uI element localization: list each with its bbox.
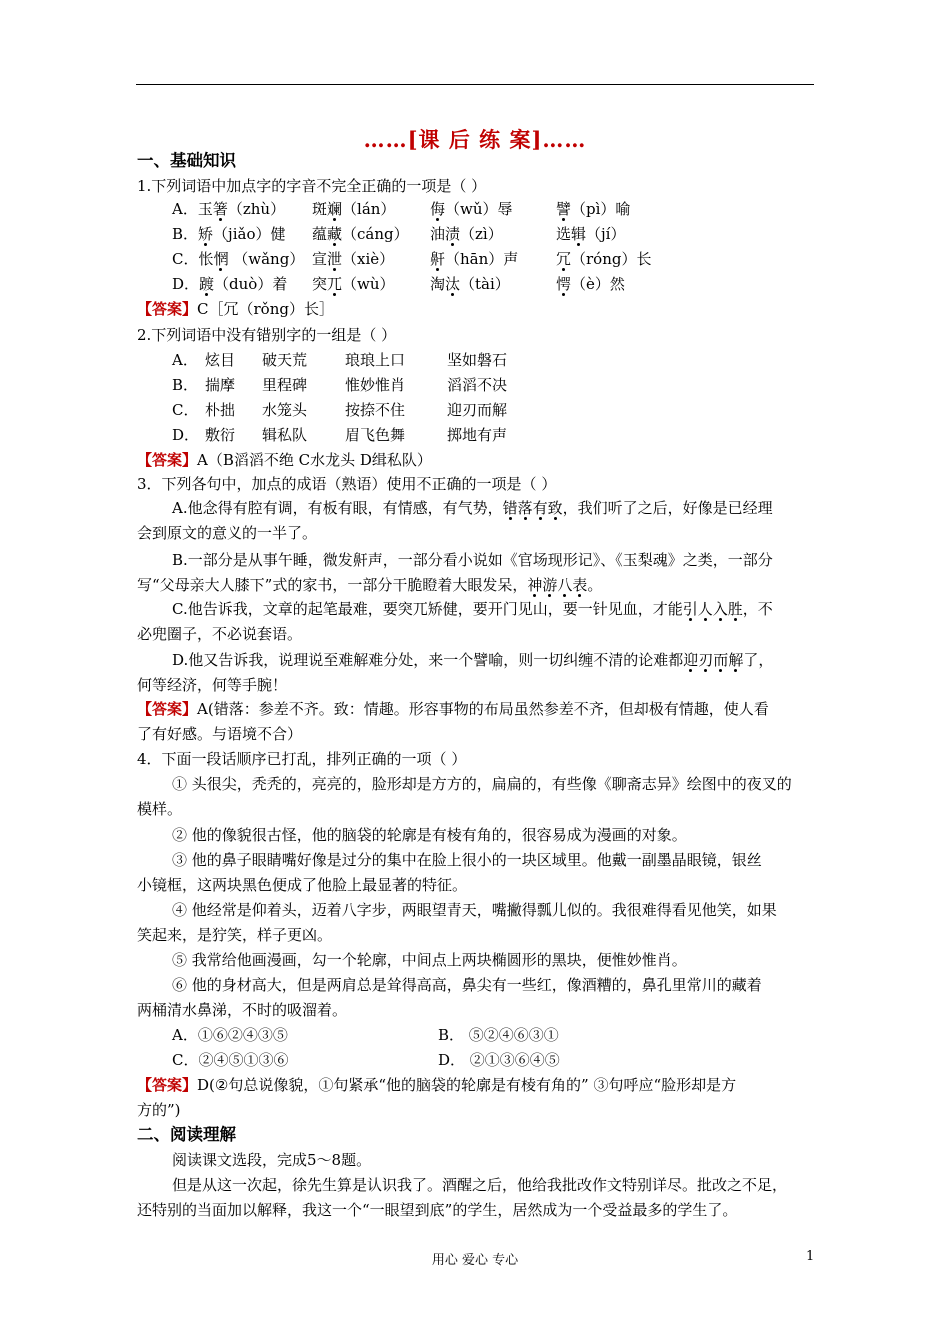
- q4-sentence-6: ⑥ 他的身材高大，但是两肩总是耸得高高，鼻尖有一些红，像酒糟的，鼻孔里常川的藏着: [172, 976, 762, 994]
- option-text: 斑: [312, 200, 328, 218]
- q4-sentence-1-cont: 模样。: [137, 800, 183, 818]
- reading-passage-line-2: 还特别的当面加以解释，我这一个“一眼望到底”的学生，居然成为一个受益最多的学生了。: [137, 1201, 738, 1219]
- answer-text: A(错落：参差不齐。致：情趣。形容事物的布局虽然参差不齐，但却极有情趣，使人看: [197, 700, 769, 718]
- q1-option-item: [172, 273, 287, 295]
- dotted-character: 兀: [327, 275, 343, 293]
- answer-text: A（B滔滔不绝 C水龙头 D缉私队）: [197, 451, 432, 469]
- dotted-character: 踱: [199, 275, 215, 293]
- dotted-character: 藏: [327, 225, 343, 243]
- q4-sentence-5: ⑤ 我常给他画漫画，勾一个轮廓，中间点上两块椭圆形的黑块，便惟妙惟肖。: [172, 951, 687, 969]
- option-text: D．: [172, 275, 200, 293]
- option-text: 油: [430, 225, 446, 243]
- q1-option-item: [430, 273, 510, 295]
- q4-option-d: D． ②①③⑥④⑤: [438, 1051, 560, 1069]
- q1-option-item: [172, 248, 304, 270]
- dotted-character: 惘: [213, 250, 229, 268]
- q4-sentence-2: ② 他的像貌很古怪，他的脑袋的轮廓是有棱有角的，很容易成为漫画的对象。: [172, 826, 687, 844]
- dotted-character: 汰: [445, 275, 461, 293]
- q2-option-word: 迎刃而解: [447, 401, 508, 419]
- q1-option-item: [430, 223, 503, 245]
- dotted-idiom: 引人入胜: [682, 600, 743, 618]
- q2-option-word: 按捺不住: [345, 401, 406, 419]
- q4-sentence-3: ③ 他的鼻子眼睛嘴好像是过分的集中在脸上很小的一块区域里。他戴一副墨晶眼镜，银丝: [172, 851, 762, 869]
- option-text: C．怅: [172, 250, 214, 268]
- dotted-character: 辑: [571, 225, 587, 243]
- q2-option-word: 眉飞色舞: [345, 426, 406, 444]
- q2-option-word: 辑私队: [262, 426, 308, 444]
- q3-option-d: D.他又告诉我，说理说至难解难分处，来一个譬喻，则一切纠缠不清的论难都迎刃而解了，: [172, 651, 774, 669]
- dotted-idiom: 错落有致: [502, 499, 563, 517]
- option-text: （zhù）: [227, 200, 286, 218]
- q1-option-item: [430, 198, 513, 220]
- q1-option-item: [172, 198, 285, 220]
- option-text: （wǎng）: [228, 250, 305, 268]
- q2-option-word: 破天荒: [262, 351, 308, 369]
- q2-option-letter: C．: [172, 401, 199, 419]
- dotted-character: 愕: [556, 275, 572, 293]
- q3-option-b-cont: 写“父母亲大人膝下”式的家书，一部分干脆瞪着大眼发呆，神游八表。: [137, 576, 603, 594]
- option-text: （tài）: [460, 275, 510, 293]
- q2-answer: [137, 449, 432, 471]
- reading-passage-line-1: 但是从这一次起，徐先生算是认识我了。酒醒之后，他给我批改作文特别详尽。批改之不足，: [172, 1176, 788, 1194]
- answer-tag: 【答案】: [137, 300, 198, 318]
- dotted-character: 矫: [198, 225, 214, 243]
- page-number: 1: [806, 1249, 815, 1264]
- dotted-idiom: 神游八表: [527, 576, 588, 594]
- q2-option-letter: B．: [172, 376, 199, 394]
- dotted-character: 箸: [212, 200, 228, 218]
- answer-tag: 【答案】: [137, 1076, 198, 1094]
- q4-sentence-3-cont: 小镜框，这两块黑色便成了他脸上最显著的特征。: [137, 876, 468, 894]
- dotted-character: 譬: [556, 200, 572, 218]
- q2-option-letter: D．: [172, 426, 200, 444]
- answer-tag: 【答案】: [137, 700, 198, 718]
- q3-option-c: C.他告诉我，文章的起笔最难，要突兀矫健，要开门见山，要一针见血，才能引人入胜，不: [172, 600, 773, 618]
- q3-answer: [137, 698, 769, 720]
- q1-option-item: [556, 223, 625, 245]
- q2-option-word: 滔滔不决: [447, 376, 508, 394]
- option-text: （lán）: [342, 200, 396, 218]
- section-heading-basic: 一、基础知识: [137, 151, 236, 170]
- q4-answer-cont: 方的”): [137, 1101, 181, 1119]
- q4-sentence-6-cont: 两桶清水鼻涕，不时的吸溜着。: [137, 1001, 348, 1019]
- page-footer: 用心 爱心 专心: [431, 1253, 519, 1268]
- option-text: （jiǎo）健: [213, 225, 286, 243]
- q2-option-word: 里程碑: [262, 376, 308, 394]
- q3-stem: 3．下列各句中，加点的成语（熟语）使用不正确的一项是（ ）: [137, 475, 557, 493]
- dotted-character: 侮: [430, 200, 446, 218]
- q1-option-item: [172, 223, 285, 245]
- q2-option-word: 炫目: [205, 351, 236, 369]
- option-text: （jí）: [586, 225, 626, 243]
- q2-option-word: 敷衍: [205, 426, 236, 444]
- q4-option-c: C．②④⑤①③⑥: [172, 1051, 289, 1069]
- q1-answer: [137, 298, 334, 320]
- q3-answer-cont: 了有好感。与语境不合）: [137, 725, 303, 743]
- q2-option-word: 琅琅上口: [345, 351, 406, 369]
- option-text: （zì）: [460, 225, 503, 243]
- q4-option-b: B． ⑤②④⑥③①: [438, 1026, 559, 1044]
- option-text: 蕴: [312, 225, 328, 243]
- option-text: （hān）声: [445, 250, 519, 268]
- q2-option-word: 坚如磐石: [447, 351, 508, 369]
- q2-option-word: 掷地有声: [447, 426, 508, 444]
- option-text: 突: [312, 275, 328, 293]
- option-text: （pì）喻: [571, 200, 631, 218]
- reading-intro: 阅读课文选段，完成5～8题。: [172, 1151, 372, 1169]
- q1-option-item: [312, 273, 395, 295]
- q1-option-item: [312, 198, 395, 220]
- option-text: 淘: [430, 275, 446, 293]
- q2-option-letter: A．: [172, 351, 198, 369]
- option-text: （xiè）: [342, 250, 395, 268]
- q3-option-a-cont: 会到原文的意义的一半了。: [137, 524, 318, 542]
- q2-option-word: 朴拙: [205, 401, 236, 419]
- dotted-character: 斓: [327, 200, 343, 218]
- q1-stem: 1.下列词语中加点字的字音不完全正确的一项是（ ）: [137, 177, 487, 195]
- answer-tag: 【答案】: [137, 451, 198, 469]
- q4-sentence-4-cont: 笑起来，是狞笑，样子更凶。: [137, 926, 333, 944]
- option-text: B．: [172, 225, 199, 243]
- option-text: A．玉: [172, 200, 213, 218]
- q4-answer: [137, 1074, 736, 1096]
- option-text: （duò）着: [214, 275, 288, 293]
- dotted-character: 泄: [327, 250, 343, 268]
- option-text: （wù）: [342, 275, 395, 293]
- q1-option-item: [556, 273, 625, 295]
- q1-option-item: [556, 198, 630, 220]
- q1-option-item: [312, 223, 409, 245]
- header-rule: [136, 84, 814, 85]
- answer-text: D(②句总说像貌，①句紧承“他的脑袋的轮廓是有棱有角的” ③句呼应“脸形却是方: [197, 1076, 737, 1094]
- q3-option-c-cont: 必兜圈子，不必说套语。: [137, 625, 303, 643]
- option-text: （wǔ）辱: [445, 200, 513, 218]
- q1-option-item: [312, 248, 394, 270]
- q3-option-a: A.他念得有腔有调，有板有眼，有情感，有气势，错落有致，我们听了之后，好像是已经理: [172, 499, 773, 517]
- page-title: ……[课 后 练 案]……: [363, 127, 587, 152]
- q3-option-b: B.一部分是从事午睡，微发鼾声，一部分看小说如《官场现形记》、《玉梨魂》之类，一部分: [172, 551, 773, 569]
- q2-option-word: 惟妙惟肖: [345, 376, 406, 394]
- option-text: （cáng）: [342, 225, 409, 243]
- q1-option-item: [430, 248, 518, 270]
- option-text: 宣: [312, 250, 328, 268]
- dotted-character: 鼾: [430, 250, 446, 268]
- dotted-idiom: 迎刃而解: [683, 651, 744, 669]
- q2-option-word: 揣摩: [205, 376, 236, 394]
- dotted-character: 冗: [556, 250, 572, 268]
- option-text: 选: [556, 225, 572, 243]
- q4-option-a: A．①⑥②④③⑤: [172, 1026, 288, 1044]
- q4-sentence-1: ① 头很尖，秃秃的，亮亮的，脸形却是方方的，扁扁的，有些像《聊斋志异》绘图中的夜叉的: [172, 775, 792, 793]
- q1-option-item: [556, 248, 651, 270]
- section-heading-reading: 二、阅读理解: [137, 1125, 236, 1144]
- dotted-character: 渍: [445, 225, 461, 243]
- q4-sentence-4: ④ 他经常是仰着头，迈着八字步，两眼望青天，嘴撇得瓢儿似的。我很难得看见他笑，如果: [172, 901, 777, 919]
- option-text: （róng）长: [571, 250, 652, 268]
- q3-option-d-cont: 何等经济，何等手腕！: [137, 676, 288, 694]
- option-text: （è）然: [571, 275, 625, 293]
- q2-stem: 2.下列词语中没有错别字的一组是（ ）: [137, 326, 397, 344]
- q2-option-word: 水笼头: [262, 401, 308, 419]
- q4-stem: 4．下面一段话顺序已打乱，排列正确的一项（ ）: [137, 750, 467, 768]
- answer-text: C［冗（rǒng）长］: [197, 300, 334, 318]
